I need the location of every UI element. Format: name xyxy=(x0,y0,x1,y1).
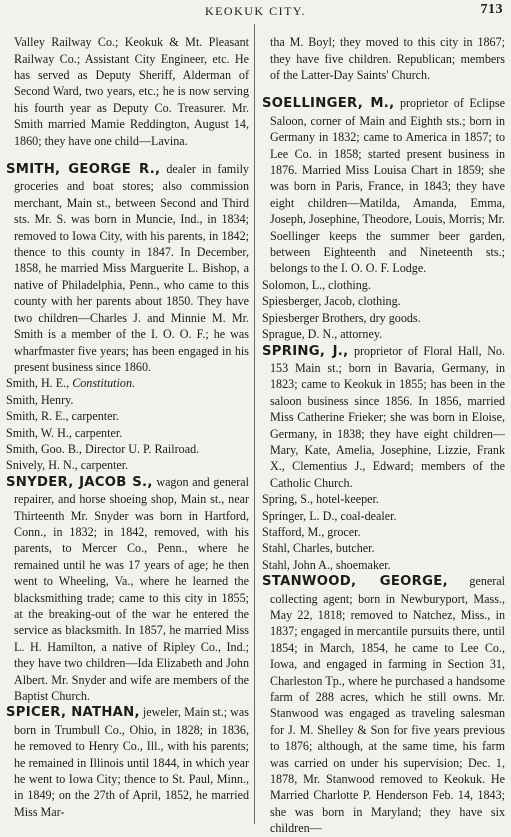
entry-name: SPRING, J., xyxy=(262,343,349,359)
list-item: Sprague, D. N., attorney. xyxy=(262,327,383,342)
entry-text: dealer in family groceries and boat stores; also commission merchant, Main st., between Second and Third sts. Mr. S. was born in Muncie, Ind., in 1834; removed to Iowa City, with his parents, in 1842; thence to this county in 1847. In December, 1858, he married Miss Marguerite L. Bishop, a native of Philadelphia, Penn., who came to this county with her parents about 1850. They have two children—Charles J. and Minnie M. Mr. Smith is a member of the I. O. O. F.; he was wharfmaster five years; has been engaged in his present business since 1860. xyxy=(14,162,249,374)
running-head: KEOKUK CITY. xyxy=(204,4,307,18)
entry-soellinger xyxy=(262,95,505,276)
entry-spring xyxy=(262,343,505,492)
entry-spicer xyxy=(6,704,249,820)
entry-name: SPICER, NATHAN, xyxy=(6,705,140,721)
list-item: Stahl, Charles, butcher. xyxy=(262,541,375,556)
list-item-text: Smith, H. E., xyxy=(6,376,73,391)
continued-entry: Valley Railway Co.; Keokuk & Mt. Pleasant Railway Co.; Assistant City Engineer, etc. He has served as Deputy Sheriff, Alderman of Second Ward, two years, etc.; he is now serving his fourth year as Deputy Co. Treasurer. Mr. Smith married Mamie Reddington, August 14, 1860; they have one child—Lavina. xyxy=(14,35,249,148)
list-item: Spring, S., hotel-keeper. xyxy=(262,492,379,507)
page-header xyxy=(0,0,511,22)
list-item: Smith, W. H., carpenter. xyxy=(6,425,123,440)
list-item: Spiesberger, Jacob, clothing. xyxy=(262,294,401,309)
list-item: Spiesberger Brothers, dry goods. xyxy=(262,310,421,325)
list-item: Snively, H. N., carpenter. xyxy=(6,458,129,473)
entry-name: SOELLINGER, M., xyxy=(262,96,395,112)
entry-text: jeweler, Main st.; was born in Trumbull Co., Ohio, in 1828; in 1836, he removed to Henry Co., Ill., with his parents; he remained in Illinois until 1844, in which year he went to Iowa City; thence to St. Paul, Minn., in 1849; on the 27th of April, 1852, he married Miss Mar- xyxy=(14,705,249,819)
list-item: Smith, R. E., carpenter. xyxy=(6,409,119,424)
left-column xyxy=(6,22,249,820)
list-item: Smith, Goo. B., Director U. P. Railroad. xyxy=(6,441,200,456)
entry-text: general collecting agent; born in Newburyport, Mass., May 22, 1818; removed to Natchez, Miss., in 1837; engaged in mercantile pursuits there, until 1854; in March, 1854, he came to Lee Co., Iowa, and engaged in farming in Section 31, Charleston Tp., where he purchased a handsome farm of 288 acres, which he still owns. Mr. Stanwood was engaged as traveling salesman for J. M. Shelley & Son for five years previous to 1876; although, at the same time, his farm was carried on under his supervision; Dec. 1, 1878, Mr. Stanwood removed to Keokuk. He Married Charlotte P. Henderson Feb. 14, 1843; she was born in Maryland; they have six children— xyxy=(270,574,505,836)
list-item: Springer, L. D., coal-dealer. xyxy=(262,508,397,523)
entry-snyder xyxy=(6,474,249,705)
newspaper-name: Constitution. xyxy=(72,376,136,391)
list-item: Solomon, L., clothing. xyxy=(262,277,371,292)
entry-name: SMITH, GEORGE R., xyxy=(6,162,161,178)
entry-text: proprietor of Floral Hall, No. 153 Main st.; born in Bavaria, Germany, in 1823; came to Keokuk in 1855; has been in the saloon business since 1856. In 1856, married Miss Catherine Frieker; she was born in Eloise, Germany, in 1838; they have eight children—Mary, Kate, Amelia, Josephine, Lizzie, Frank X., Clementius J., Edward; members of the Catholic Church. xyxy=(270,343,505,490)
entry-stanwood xyxy=(262,573,505,837)
entry-text: proprietor of Eclipse Saloon, corner of Main and Eighth sts.; born in Germany in 1832; came to America in 1857; to Lee Co. in 1858; started present business in 1876. Married Miss Louisa Chart in 1859; she was born in Paris, France, in 1843; they have eight children—Matilda, Amanda, Emma, Joseph, Josephine, Theodore, Louis, Morris; Mr. Soellinger keeps the summer beer garden, between Eighteenth and Nineteenth sts.; belongs to the I. O. O. F. Lodge. xyxy=(270,96,505,276)
right-column xyxy=(262,22,505,837)
continued-entry: tha M. Boyl; they moved to this city in 1867; they have five children. Republican; members of the Latter-Day Saints' Church. xyxy=(270,35,505,82)
page-number: 713 xyxy=(480,2,503,17)
column-divider xyxy=(254,24,255,824)
entry-name: STANWOOD, GEORGE, xyxy=(262,574,448,590)
list-item: Stahl, John A., shoemaker. xyxy=(262,557,391,572)
entry-name: SNYDER, JACOB S., xyxy=(6,474,153,490)
entry-text: wagon and general repairer, and horse shoeing shop, Main st., near Thirteenth Mr. Snyder was born in Hartford, Conn., in 1832; in 1842, removed, with his parents, to Mercer Co., Penn., where he remained until he was 17 years of age; he then went to Wheeling, Va., where he learned the blacksmithing trade; came to this city in 1855; at the breaking-out of the war he entered the service as blacksmith. In 1857, he married Miss L. H. Hamilton, a native of Ripley Co., Ind.; they have two children—Ida Elizabeth and John Albert. Mr. Snyder and wife are members of the Baptist Church. xyxy=(14,474,249,704)
list-item: Smith, Henry. xyxy=(6,392,74,407)
entry-smith-george xyxy=(6,161,249,375)
list-item xyxy=(6,375,249,391)
list-item: Stafford, M., grocer. xyxy=(262,524,361,539)
